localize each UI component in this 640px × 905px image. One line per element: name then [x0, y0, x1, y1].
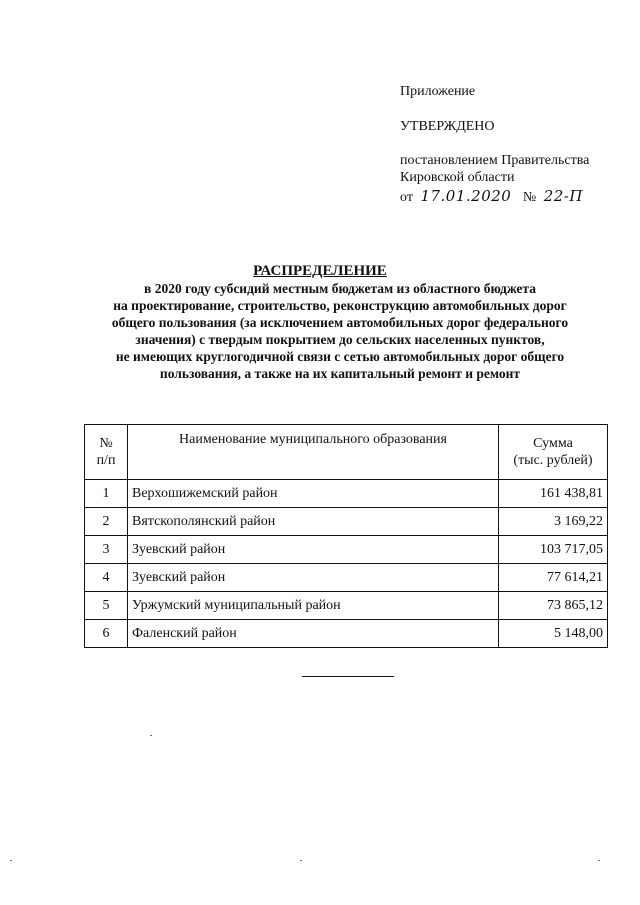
header-number: № п/п	[85, 425, 128, 480]
handwritten-date: 17.01.2020	[420, 187, 512, 205]
number-prefix: №	[522, 190, 537, 205]
row-number: 1	[85, 480, 128, 508]
approved-label: УТВЕРЖДЕНО	[400, 119, 495, 134]
row-name: Вятскополянский район	[128, 508, 499, 536]
appendix-label: Приложение	[400, 84, 476, 99]
row-number: 5	[85, 592, 128, 620]
decree-date-line	[400, 188, 583, 206]
row-sum: 5 148,00	[499, 620, 608, 648]
row-number: 3	[85, 536, 128, 564]
title-line: в 2020 году субсидий местным бюджетам из областного бюджета	[144, 281, 536, 296]
row-sum: 3 169,22	[499, 508, 608, 536]
title-line: на проектирование, строительство, реконструкцию автомобильных дорог	[113, 298, 567, 313]
row-name: Уржумский муниципальный район	[128, 592, 499, 620]
row-name: Зуевский район	[128, 564, 499, 592]
table-row	[85, 620, 608, 648]
table-header-row	[85, 425, 608, 480]
row-sum: 73 865,12	[499, 592, 608, 620]
scan-speck	[598, 860, 600, 861]
row-name: Фаленский район	[128, 620, 499, 648]
date-prefix: от	[400, 190, 413, 205]
title-line: пользования, а также на их капитальный ремонт и ремонт	[159, 366, 521, 381]
row-number: 6	[85, 620, 128, 648]
row-name: Зуевский район	[128, 536, 499, 564]
row-sum: 77 614,21	[499, 564, 608, 592]
title-line: общего пользования (за исключением автомобильных дорог федерального	[111, 315, 569, 330]
title-line: значения) с твердым покрытием до сельских населенных пунктов,	[135, 332, 545, 347]
header-sum: Сумма (тыс. рублей)	[499, 425, 608, 480]
row-number: 2	[85, 508, 128, 536]
table-row	[85, 592, 608, 620]
scan-speck	[10, 860, 12, 861]
scan-speck	[300, 860, 302, 861]
row-sum: 161 438,81	[499, 480, 608, 508]
table-row	[85, 536, 608, 564]
table-row	[85, 508, 608, 536]
row-sum: 103 717,05	[499, 536, 608, 564]
scan-speck	[150, 735, 152, 736]
decree-line-1: постановлением Правительства	[400, 153, 590, 168]
closing-divider	[302, 676, 394, 677]
table-row	[85, 480, 608, 508]
row-name: Верхошижемский район	[128, 480, 499, 508]
document-title: РАСПРЕДЕЛЕНИЕ	[253, 263, 387, 279]
table-row	[85, 564, 608, 592]
header-name: Наименование муниципального образования	[128, 425, 499, 480]
handwritten-number: 22-П	[543, 187, 583, 205]
distribution-table	[84, 424, 608, 648]
decree-line-2: Кировской области	[400, 170, 515, 185]
row-number: 4	[85, 564, 128, 592]
title-line: не имеющих круглогодичной связи с сетью автомобильных дорог общего	[115, 349, 565, 364]
